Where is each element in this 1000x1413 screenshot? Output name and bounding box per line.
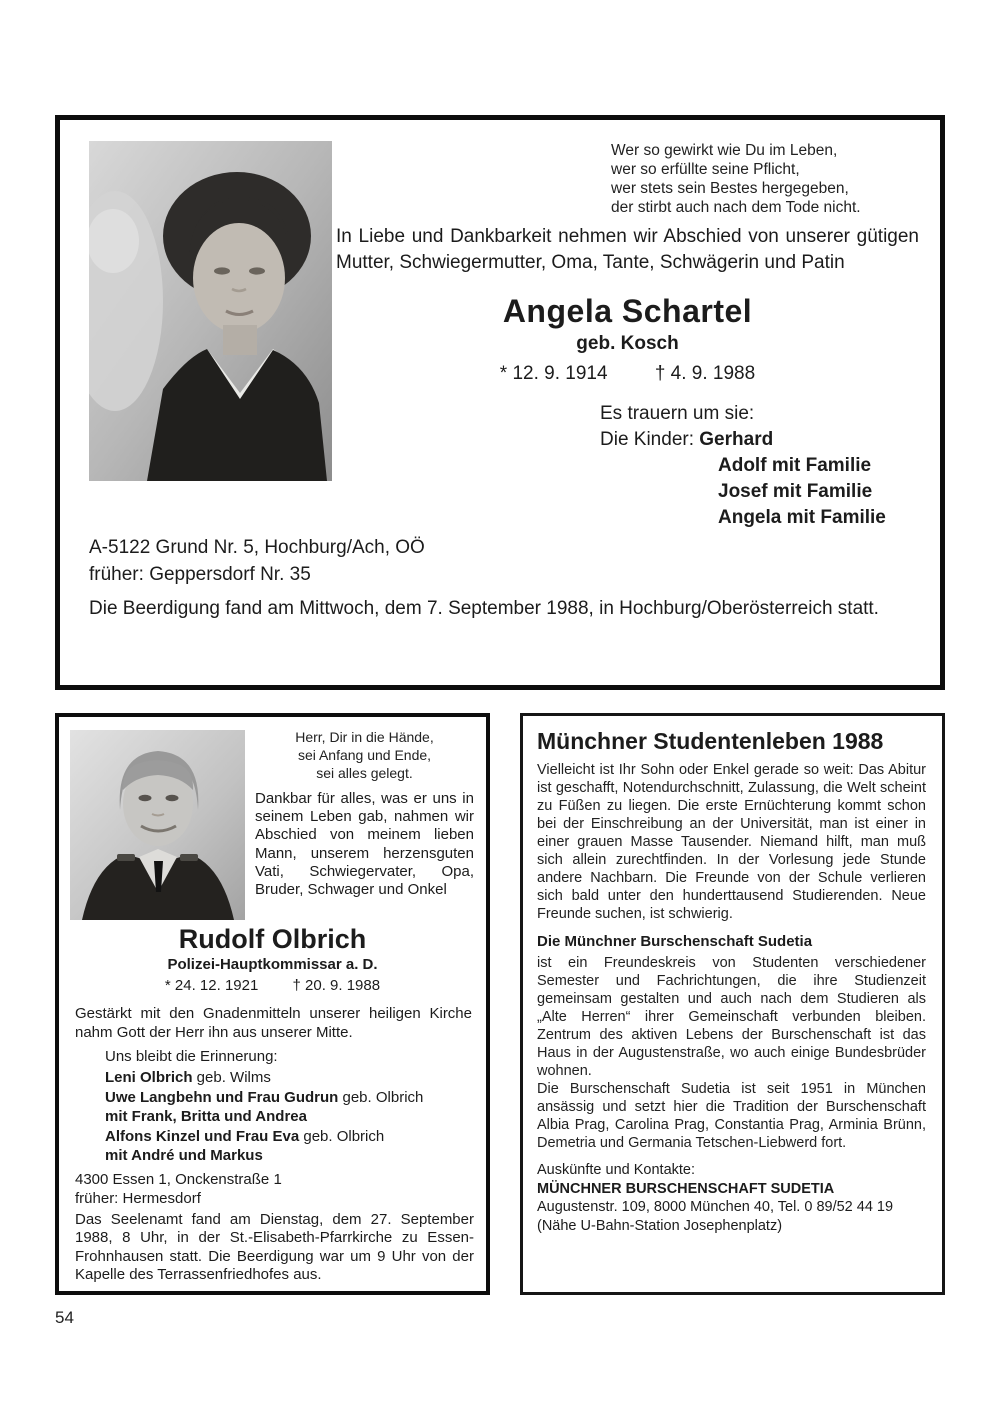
family-member-name: Leni Olbrich (105, 1069, 193, 1086)
strength-text: Gestärkt mit den Gnadenmitteln unserer heiligen Kirche nahm Gott der Herr ihn aus unserer Mitte. (75, 1005, 472, 1041)
deceased-name: Rudolf Olbrich (178, 924, 367, 954)
death-date: † 20. 9. 1988 (292, 977, 381, 994)
family-line (105, 1068, 486, 1088)
maiden-name: geb. Kosch (576, 333, 679, 354)
portrait-photo-angela-schartel (89, 141, 332, 481)
mourning-heading: Es trauern um sie: (600, 403, 755, 424)
advert-body-paragraph: ist ein Freundeskreis von Studenten verschiedener Semester und Fachrichtungen, die ihre Studienzeit gemeinsam gestalten und auch nach dem Studieren als „Alte Herren“ ihrer Gemeinschaft verbunden bleiben. Zentrum des aktiven Lebens der Burschenschaft ist das Haus in der Augustenstraße, wo auch einige Bundesbrüder wohnen. (537, 955, 926, 1079)
poem-line: wer so erfüllte seine Pflicht, (611, 161, 800, 178)
family-line (105, 1088, 486, 1108)
poem-line: der stirbt auch nach dem Tode nicht. (611, 199, 861, 216)
woman-portrait-graphic (89, 141, 332, 481)
memorial-poem (611, 141, 919, 217)
address-line: A-5122 Grund Nr. 5, Hochburg/Ach, OÖ (89, 537, 425, 558)
birth-date: * 12. 9. 1914 (499, 363, 608, 384)
mourner-line: Adolf mit Familie (718, 455, 872, 476)
birth-date: * 24. 12. 1921 (164, 977, 259, 994)
obituary-angela-schartel (55, 115, 945, 690)
advert-intro-paragraph: Vielleicht ist Ihr Sohn oder Enkel gerade so weit: Das Abitur ist geschafft, Notendurchschnitt, Zulassung, die Welt scheint zu Füßen zu liegen. Die erste Ernüchterung kommt schon bei der Einschreibung an der Universität, man ist einer in einer grauen Masse Tausender. Niemand hilft, man muß sich allein zurechtfinden. In der Vorlesung jede Stunde andere Nachbarn. Die Freunde von der Schule verlieren sich bald unter den hunderttausend Studierenden. Neue Freunde suchen, ist schwierig. (537, 762, 926, 922)
death-date: † 4. 9. 1988 (654, 363, 756, 384)
poem-line: Herr, Dir in die Hände, (295, 729, 434, 745)
family-member-suffix: geb. Wilms (192, 1069, 271, 1086)
advert-body-paragraph: Die Burschenschaft Sudetia ist seit 1951 in München ansässig und setzt hier die Tradition der Burschenschaft Albia Prag, Carolina Prag, Constantia Prag, Arminia Brünn, Demetria und Germania Tetschen-Liebwerd fort. (537, 1081, 926, 1151)
deceased-title: Polizei-Hauptkommissar a. D. (167, 956, 378, 973)
memory-label: Uns bleibt die Erinnerung: (105, 1048, 278, 1065)
mourner-name: Gerhard (699, 429, 774, 450)
mourner-line (600, 427, 919, 453)
contact-block (537, 1161, 926, 1235)
poem-line: sei Anfang und Ende, (297, 747, 432, 763)
poem-line: Wer so gewirkt wie Du im Leben, (611, 142, 838, 159)
family-member-name: mit Frank, Britta und Andrea (105, 1108, 307, 1125)
contact-address: Augustenstr. 109, 8000 München 40, Tel. 0 89/52 44 19 (537, 1199, 894, 1215)
farewell-text: In Liebe und Dankbarkeit nehmen wir Abschied von unserer gütigen Mutter, Schwiegermutter, Oma, Tante, Schwägerin und Patin (336, 226, 919, 273)
family-member-suffix: geb. Olbrich (338, 1088, 424, 1106)
funeral-notice: Die Beerdigung fand am Mittwoch, dem 7. September 1988, in Hochburg/Oberösterreich statt. (89, 598, 879, 619)
portrait-photo-rudolf-olbrich (70, 730, 245, 920)
address-line: früher: Geppersdorf Nr. 35 (89, 564, 311, 585)
family-line (105, 1146, 486, 1166)
family-member-name: Uwe Langbehn und Frau Gudrun (105, 1088, 339, 1106)
obituary-top-row (60, 120, 940, 531)
family-member-name: Alfons Kinzel und Frau Eva (105, 1127, 300, 1145)
man-portrait-graphic (70, 730, 245, 920)
contact-name: MÜNCHNER BURSCHENSCHAFT SUDETIA (537, 1180, 835, 1197)
obituary-left-row (59, 717, 486, 920)
contact-label: Auskünfte und Kontakte: (537, 1162, 695, 1178)
advert-title: Münchner Studentenleben 1988 (537, 728, 884, 754)
memorial-poem (255, 728, 474, 782)
family-list (105, 1068, 486, 1166)
funeral-notice: Das Seelenamt fand am Dienstag, dem 27. September 1988, 8 Uhr, in der St.-Elisabeth-Pfarrkirche zu Essen-Frohnhausen statt. Die Beerdigung war um 9 Uhr von der Kapelle des Terrassenfriedhofes aus. (75, 1210, 474, 1283)
sudetia-advert (520, 713, 945, 1295)
address-block (75, 1170, 486, 1208)
deceased-name: Angela Schartel (502, 293, 753, 329)
obituary-left-text-column (255, 717, 486, 920)
family-line (105, 1107, 486, 1127)
address-block (89, 534, 940, 588)
family-member-name: mit André und Markus (105, 1147, 263, 1164)
mourner-line: Josef mit Familie (718, 481, 873, 502)
life-dates (59, 977, 486, 995)
address-line: früher: Hermesdorf (75, 1189, 201, 1207)
farewell-text: Dankbar für alles, was er uns in seinem Leben gab, nahmen wir Abschied von meinem lieben Mann, unserem herzensguten Vati, Schwiegervater, Opa, Bruder, Schwager und Onkel (255, 790, 474, 899)
family-member-suffix: geb. Olbrich (299, 1127, 385, 1145)
obituary-top-text-column (336, 120, 940, 531)
poem-line: wer stets sein Bestes hergegeben, (611, 180, 849, 197)
mourners-list (600, 401, 919, 531)
mourner-line: Angela mit Familie (718, 507, 886, 528)
address-line: 4300 Essen 1, Onckenstraße 1 (75, 1170, 282, 1188)
family-line (105, 1127, 486, 1147)
contact-note: (Nähe U-Bahn-Station Josephenplatz) (537, 1217, 783, 1234)
advert-subheading: Die Münchner Burschenschaft Sudetia (537, 933, 813, 950)
life-dates (336, 362, 919, 386)
mourning-label: Die Kinder: (600, 429, 694, 450)
obituary-rudolf-olbrich (55, 713, 490, 1295)
poem-line: sei alles gelegt. (316, 765, 413, 781)
page-number: 54 (55, 1308, 74, 1327)
